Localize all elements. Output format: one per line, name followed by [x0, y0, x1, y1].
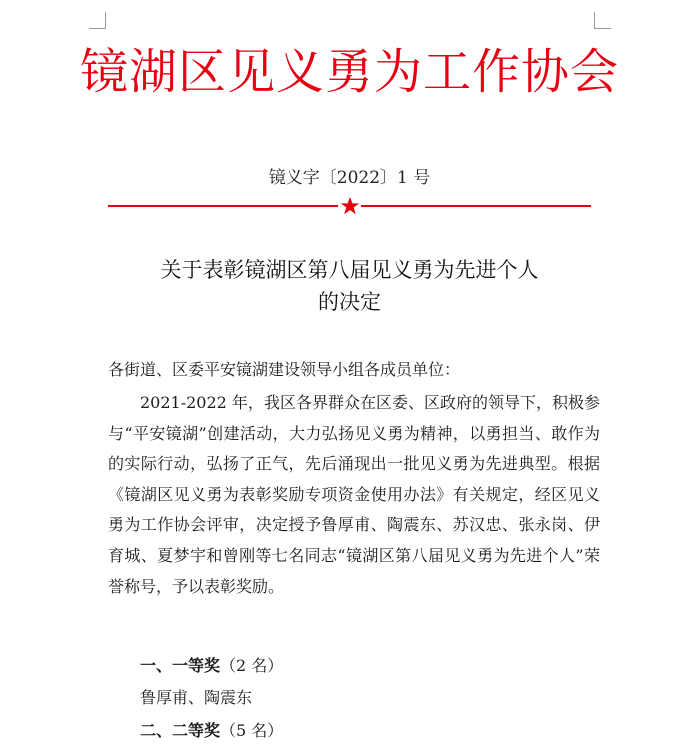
headline-line-2: 的决定 — [318, 290, 381, 314]
award-title-second: 二、二等奖 — [140, 721, 221, 740]
award-title-first: 一、一等奖 — [140, 656, 221, 675]
red-rule-left — [108, 205, 338, 207]
organization-title: 镜湖区见义勇为工作协会 — [79, 44, 619, 100]
award-count-second: （5 名） — [220, 721, 284, 740]
body-paragraph: 2021-2022 年，我区各界群众在区委、区政府的领导下，积极参与“平安镜湖”创建活动，大力弘扬见义勇为精神，以勇担当、敢作为的实际行动，弘扬了正气，先后涌现出一批见义勇为先进典型。根据《镜湖区见义勇为表彰奖励专项资金使用办法》有关规定，经区见义勇为工作协会评审，决定授予鲁厚甫、陶震东、苏汉忠、张永岗、伊育城、夏梦宇和曾刚等七名同志“镜湖区第八届见义勇为先进个人”荣誉称号，予以表彰奖励。 — [108, 393, 600, 596]
award-names-first: 鲁厚甫、陶震东 — [140, 688, 253, 707]
red-rule-right — [361, 205, 591, 207]
margin-corner-mark-right — [594, 12, 611, 29]
margin-corner-mark-left — [89, 12, 106, 29]
award-heading-second — [140, 716, 283, 746]
document-headline — [0, 254, 699, 318]
document-number: 镜义字〔2022〕1 号 — [268, 168, 431, 188]
headline-line-1: 关于表彰镜湖区第八届见义勇为先进个人 — [160, 258, 539, 282]
salutation: 各街道、区委平安镜湖建设领导小组各成员单位： — [108, 360, 461, 379]
star-icon — [340, 196, 360, 216]
award-count-first: （2 名） — [220, 656, 284, 675]
award-heading-first — [140, 651, 283, 681]
